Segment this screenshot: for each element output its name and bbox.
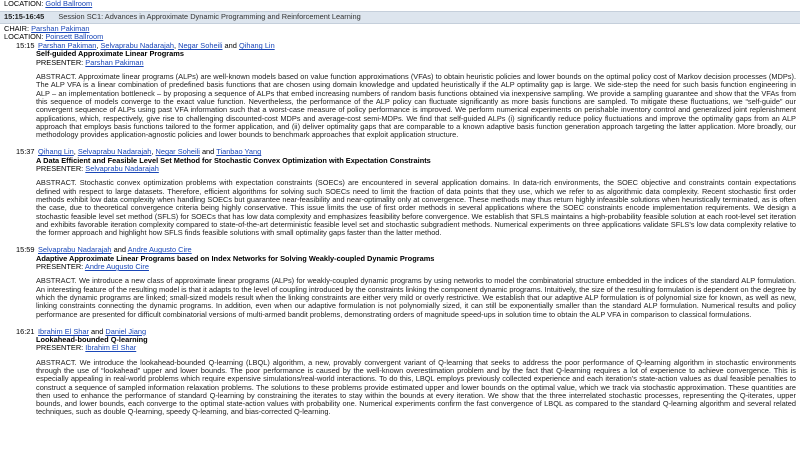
- talk-abstract: ABSTRACT. Approximate linear programs (ALPs) are well-known models based on value function approximations (VFAs) to obtain heuristic policies and lower bounds on the optimal policy cost of Markov decision processes (MDPs). The ALP VFA is a linear combination of predefined basis functions that are chosen using domain knowledge and updated heuristically if the ALP optimality gap is large. We side-step the need for such basis function engineering in ALP – an implementation bottleneck – by proposing a sequence of ALPs that embed increasing numbers of random basis functions obtained via inexpensive sampling. We provide a sampling guarantee and show that the VFAs from this sequence of models converge to the exact value function. Nevertheless, the performance of the ALP policy can fluctuate significantly as more basis functions are sampled. To mitigate these fluctuations, we “self-guide” our convergent sequence of ALPs using past VFA information such that a worst-case measure of policy performance is improved. We perform numerical experiments on perishable inventory control and generalized joint replenishment applications, which, respectively, give rise to challenging discounted-cost MDPs and average-cost semi-MDPs. We find that self-guided ALPs (i) significantly reduce policy fluctuations and improve the optimality gaps from an ALP approach that employs basis functions tailored to the former application, and (ii) deliver optimality gaps that are comparable to a known adaptive basis function generation approach targeting the latter application. More broadly, our methodology provides application-agnostic policies and lower bounds to benchmark approaches that exploit application structure.: [36, 72, 796, 140]
- talk-title: Self-guided Approximate Linear Programs: [36, 49, 184, 59]
- talk-abstract: ABSTRACT. Stochastic convex optimization problems with expectation constraints (SOECs) are encountered in several application domains. In data-rich environments, the SOEC objective and constraints contain expectations defined with respect to large datasets. Therefore, efficient algorithms for solving such SOECs need to limit the fraction of data points that they use, which we refer to as algorithmic data complexity. Recent stochastic first order methods exhibit low data complexity when handling SOECs but guarantee near-feasibility and near-optimality only at convergence. These methods may thus return highly infeasible solutions when heuristically terminated, as is often the case, due to theoretical convergence criteria being highly conservative. This issue limits the use of first order methods in several applications where the SOEC constraints encode implementation requirements. We design a stochastic feasible level set method (SFLS) for SOECs that has low data complexity and emphasizes feasibility before convergence. We establish that SFLS maintains a high-probability feasible solution at each root-level set iteration and exhibits favorable iteration complexity compared to state-of-the-art deterministic feasible level set and stochastic subgradient methods. Numerical experiments on three applications validate SFLS’s low data complexity relative to the former approach and highlight how SFLS finds feasible solutions with small optimality gaps faster than the latter method.: [36, 178, 796, 238]
- author-link[interactable]: Selvaprabu Nadarajah: [38, 245, 112, 255]
- talk-abstract: ABSTRACT. We introduce the lookahead-bounded Q-learning (LBQL) algorithm, a new, provably convergent variant of Q-learning that seeks to address the poor performance of Q-learning algorithm in stochastic environments through the use of “lookahead” upper and lower bounds. The poor performance is caused by the well-known overestimation problem and by the fact that Q-learning requires a lot of experience to achieve convergence. This is especially appealing in real-world problems which require expensive simulations/real-world interactions. To do this, LBQL employs previously collected experience and each iteration’s state-action values as dual feasible penalties to construct a sequence of sampled information relaxation problems. The solutions to these problems provide estimated upper and lower bounds on the optimal value, which we track via stochastic approximation. These quantities are then used to enhance the performance of standard Q-learning by constraining the iterates to stay within the bounds at every iteration. We show that the three interrelated stochastic processes, representing the Q-iterates, upper bounds, and lower bounds, each converge to the optimal state-action values with probability one. Numerical experiments confirm the fast convergence of LBQL as compared to the standard Q-learning algorithm and several related techniques, such as double Q-learning, speedy Q-learning, and bias-corrected Q-learning.: [36, 357, 796, 417]
- author-link[interactable]: Negar Soheili: [178, 41, 223, 51]
- author-link[interactable]: Parshan Pakiman: [38, 41, 97, 51]
- talk-presenter: [36, 344, 796, 352]
- talk-header: 15:15 Parshan Pakiman, Selvaprabu Nadarajah, Negar Soheili and Qihang Lin: [16, 41, 275, 51]
- presenter-label: PRESENTER:: [36, 57, 84, 67]
- talk-body: [4, 255, 796, 272]
- author-link[interactable]: Qihang Lin: [238, 41, 275, 51]
- talk-time: 15:59: [16, 245, 35, 255]
- presenter-link[interactable]: Selvaprabu Nadarajah: [85, 164, 159, 174]
- presenter-link[interactable]: Parshan Pakiman: [85, 57, 144, 67]
- talk-title: Adaptive Approximate Linear Programs based on Index Networks for Solving Weakly-coupled Dynamic Programs: [36, 253, 435, 263]
- talk-header: 15:59 Selvaprabu Nadarajah and Andre Augusto Cire: [16, 245, 192, 255]
- talk-header: 16:21 Ibrahim El Shar and Daniel Jiang: [16, 326, 147, 336]
- talk-body: [4, 336, 796, 353]
- talk-entry: [4, 148, 796, 237]
- presenter-label: PRESENTER:: [36, 164, 84, 174]
- session-location-label: LOCATION:: [4, 31, 44, 41]
- talk-time: 16:21: [16, 326, 35, 336]
- author-link[interactable]: Qihang Lin: [38, 147, 74, 157]
- author-link[interactable]: Negar Soheili: [155, 147, 200, 157]
- author-link[interactable]: Tianbao Yang: [216, 147, 262, 157]
- talk-title: A Data Efficient and Feasible Level Set Method for Stochastic Convex Optimization with Expectation Constraints: [36, 155, 431, 165]
- session-location: [4, 33, 796, 41]
- session-title: Session SC1: Advances in Approximate Dynamic Programming and Reinforcement Learning: [58, 12, 361, 22]
- author-link[interactable]: Daniel Jiang: [105, 326, 147, 336]
- session-location-link[interactable]: Poinsett Ballroom: [45, 31, 104, 41]
- talk-presenter: [36, 263, 796, 271]
- author-link[interactable]: Selvaprabu Nadarajah: [100, 41, 174, 51]
- author-link[interactable]: Ibrahim El Shar: [38, 326, 89, 336]
- talk-entry: [4, 42, 796, 139]
- talk-title: Lookahead-bounded Q-learning: [36, 335, 148, 345]
- talk-entry: [4, 246, 796, 318]
- location-label: LOCATION:: [4, 0, 44, 8]
- author-link[interactable]: Selvaprabu Nadarajah: [77, 147, 152, 157]
- talk-presenter: [36, 165, 796, 173]
- talk-body: [4, 157, 796, 174]
- talk-header: 15:37 Qihang Lin, Selvaprabu Nadarajah, Negar Soheili and Tianbao Yang: [16, 147, 262, 157]
- presenter-label: PRESENTER:: [36, 343, 84, 353]
- session-time: 15:15-16:45: [4, 12, 45, 22]
- location-link-gold-ballroom[interactable]: Gold Ballroom: [45, 0, 93, 8]
- previous-location-line: [4, 0, 796, 8]
- talk-list: [4, 42, 796, 417]
- presenter-link[interactable]: Ibrahim El Shar: [85, 343, 137, 353]
- talk-presenter: [36, 59, 796, 67]
- talk-body: [4, 50, 796, 67]
- session-chair: [4, 25, 796, 33]
- talk-abstract: ABSTRACT. We introduce a new class of approximate linear programs (ALPs) for weakly-coupled dynamic programs by using networks to model the combinatorial structure embedded in the indices of the standard ALP formulation. An interesting feature of the resulting model is that it adapts to the level of coupling introduced by the constraints linking the component dynamic programs. Intuitively, the size of the resulting formulation is dependent on the degree by which the dynamic programs are linked; small-sized models result when the linking constraints are either very mild or overly restrictive. We establish that our adaptive ALP formulation is of polynomial size for known, as well as new, linking constraints connecting the dynamic programs. In addition, even when our adaptive formulation is not polynomially sized, it can still be exponentially smaller than the standard ALP formulation. Numerical results and policy performance are presented for difficult combinatorial versions of multi-armed bandit problems, demonstrating orders of magnitude speed-ups in solution time to obtain the ALP VFA in comparison to classical formulations.: [36, 276, 796, 319]
- talk-time: 15:15: [16, 41, 35, 51]
- presenter-link[interactable]: Andre Augusto Cire: [84, 262, 149, 272]
- talk-time: 15:37: [16, 147, 35, 157]
- session-header: [0, 11, 800, 23]
- talk-entry: [4, 328, 796, 417]
- presenter-label: PRESENTER:: [36, 262, 84, 272]
- chair-link[interactable]: Parshan Pakiman: [31, 23, 90, 33]
- chair-label: CHAIR:: [4, 23, 30, 33]
- author-link[interactable]: Andre Augusto Cire: [127, 245, 192, 255]
